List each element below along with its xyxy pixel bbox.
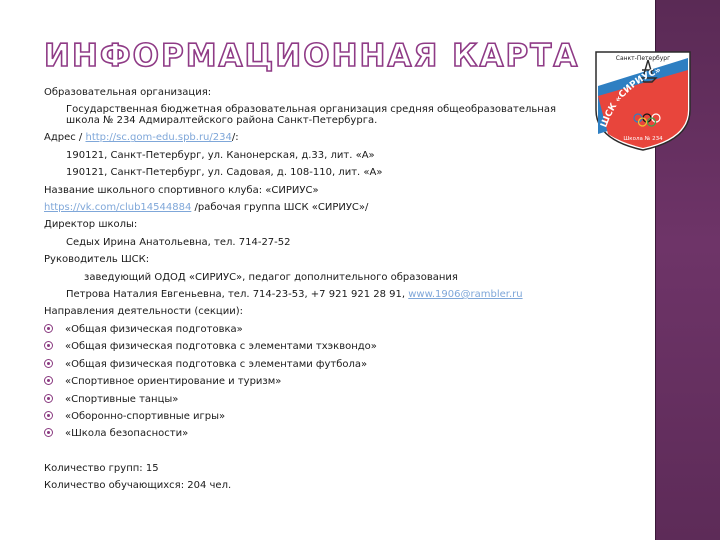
bullet-icon xyxy=(44,359,53,368)
org-label: Образовательная организация: xyxy=(44,87,212,98)
club-vk-link[interactable]: https://vk.com/club14544884 xyxy=(44,202,192,214)
bullet-icon xyxy=(44,324,53,333)
list-item xyxy=(44,391,624,408)
students-count: Количество обучающихся: 204 чел. xyxy=(44,480,232,492)
address-prefix: Адрес / xyxy=(44,132,83,144)
org-name-line2: школа № 234 Адмиралтейского района Санкт-Петербурга. xyxy=(66,115,378,127)
list-item xyxy=(44,356,624,373)
address-suffix: /: xyxy=(231,132,239,144)
address-line-1: 190121, Санкт-Петербург, ул. Канонерская, д.33, лит. «А» xyxy=(66,149,375,161)
emblem-bottom-text: Школа № 234 xyxy=(623,136,663,142)
bullet-icon xyxy=(44,411,53,420)
list-item-label: «Общая физическая подготовка с элементами футбола» xyxy=(65,358,368,370)
emblem-top-text: Санкт-Петербург xyxy=(615,55,671,62)
head-role: заведующий ОДОД «СИРИУС», педагог дополнительного образования xyxy=(84,271,458,283)
bullet-icon xyxy=(44,428,53,437)
list-item xyxy=(44,425,624,442)
spacer xyxy=(44,443,624,460)
school-website-link[interactable]: http://sc.gom-edu.spb.ru/234 xyxy=(85,132,232,144)
list-item-label: «Оборонно-спортивные игры» xyxy=(65,410,226,422)
address-line-2: 190121, Санкт-Петербург, ул. Садовая, д. 108-110, лит. «А» xyxy=(66,167,383,179)
head-contact-row xyxy=(44,286,624,303)
emblem-arc-textpath: ШСК «СИРИУС» xyxy=(599,65,663,129)
bullet-icon xyxy=(44,376,53,385)
directions-list xyxy=(44,321,624,443)
org-name-line1: Государственная бюджетная образовательная организация средняя общеобразовательная xyxy=(66,104,556,116)
list-item-label: «Школа безопасности» xyxy=(65,428,189,440)
directions-label: Направления деятельности (секции): xyxy=(44,306,243,318)
club-link-suffix: /рабочая группа ШСК «СИРИУС»/ xyxy=(194,202,369,214)
list-item xyxy=(44,338,624,355)
club-name: Название школьного спортивного клуба: «СИРИУС» xyxy=(44,184,319,196)
bullet-icon xyxy=(44,341,53,350)
club-link-row xyxy=(44,199,624,216)
head-contact: Петрова Наталия Евгеньевна, тел. 714-23-53, +7 921 921 28 91, xyxy=(66,289,406,301)
head-label: Руководитель ШСК: xyxy=(44,254,150,266)
list-item-label: «Общая физическая подготовка с элементами тхэквондо» xyxy=(65,341,377,353)
list-item-label: «Спортивные танцы» xyxy=(65,393,179,405)
org-name xyxy=(44,101,624,129)
groups-count: Количество групп: 15 xyxy=(44,462,159,474)
list-item xyxy=(44,321,624,338)
bullet-icon xyxy=(44,394,53,403)
list-item xyxy=(44,408,624,425)
director-value: Седых Ирина Анатольевна, тел. 714-27-52 xyxy=(66,236,291,248)
club-emblem xyxy=(592,48,694,152)
list-item-label: «Общая физическая подготовка» xyxy=(65,323,243,335)
info-card-content xyxy=(44,84,624,495)
page-title: ИНФОРМАЦИОННАЯ КАРТА xyxy=(44,38,580,74)
list-item xyxy=(44,373,624,390)
head-email-link[interactable]: www.1906@rambler.ru xyxy=(408,289,523,301)
address-row xyxy=(44,129,624,146)
list-item-label: «Спортивное ориентирование и туризм» xyxy=(65,376,282,388)
director-label: Директор школы: xyxy=(44,219,138,231)
